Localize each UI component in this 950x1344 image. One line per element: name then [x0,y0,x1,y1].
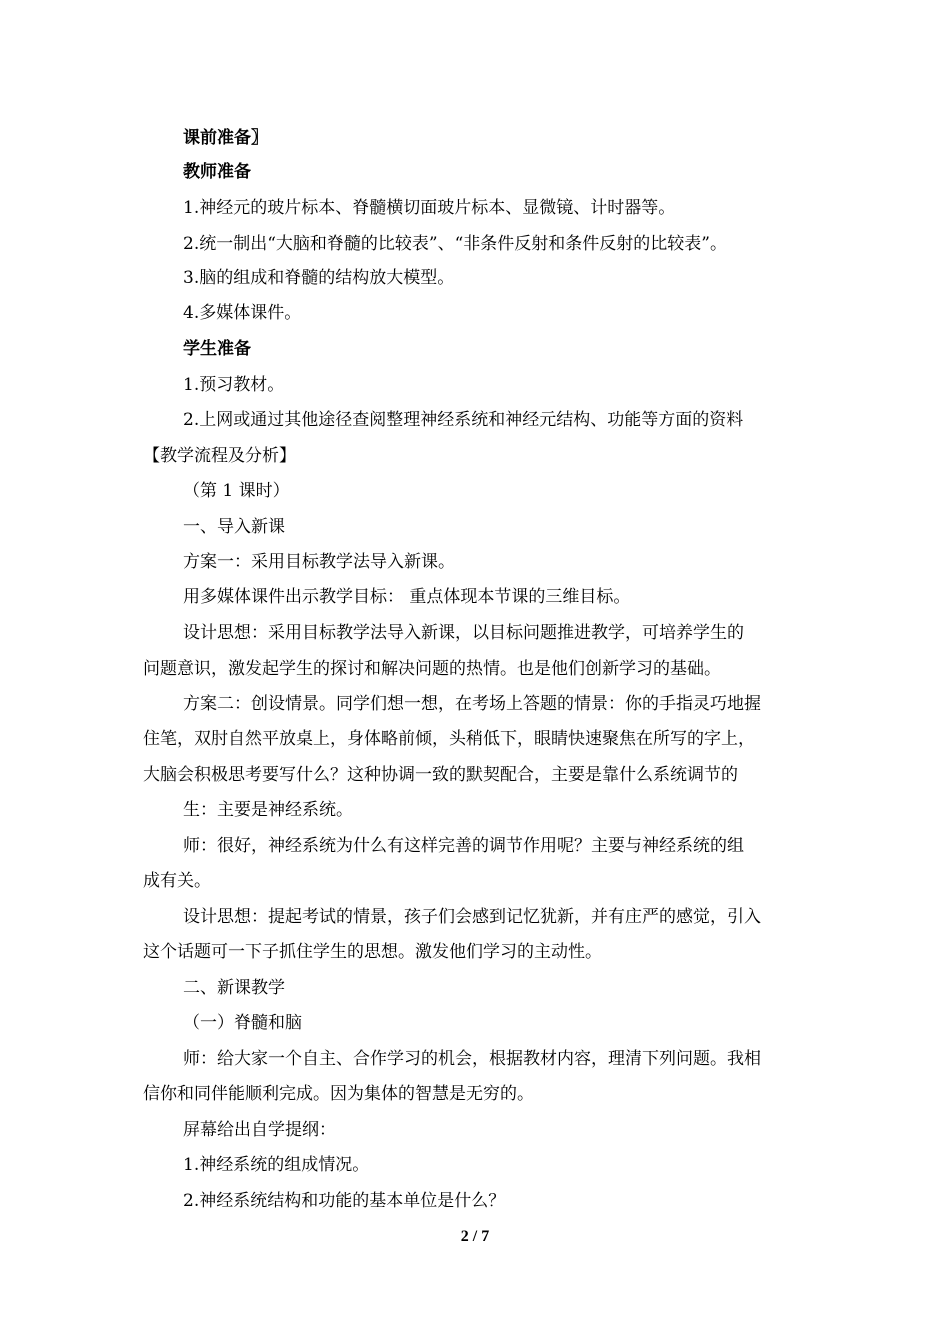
paragraph-line: 师：很好，神经系统为什么有这样完善的调节作用呢？主要与神经系统的组 [183,836,744,856]
paragraph-line: 成有关。 [143,871,211,891]
student-prep-item-1: 1.预习教材。 [183,375,285,395]
page-current: 2 [460,1228,469,1245]
subsection-spinal-cord-brain: （一）脊髓和脑 [183,1013,302,1033]
paragraph-line: 设计思想：提起考试的情景，孩子们会感到记忆犹新，并有庄严的感觉，引入 [183,907,761,927]
section-new-lesson: 二、新课教学 [183,978,285,998]
paragraph-line: 方案二：创设情景。同学们想一想，在考场上答题的情景：你的手指灵巧地握 [183,694,761,714]
paragraph-line: 这个话题可一下子抓住学生的思想。激发他们学习的主动性。 [143,942,602,962]
outline-item-2: 2.神经系统结构和功能的基本单位是什么？ [183,1191,506,1211]
paragraph-line: 师：给大家一个自主、合作学习的机会，根据教材内容，理清下列问题。我相 [183,1049,761,1069]
lesson-period: （第 1 课时） [183,481,290,501]
page-number [0,1228,950,1246]
paragraph-line: 屏幕给出自学提纲： [183,1120,336,1140]
paragraph-line: 用多媒体课件出示教学目标： 重点体现本节课的三维目标。 [183,587,631,607]
paragraph-line: 大脑会积极思考要写什么？这种协调一致的默契配合，主要是靠什么系统调节的 [143,765,738,785]
teacher-prep-item-4: 4.多媒体课件。 [183,303,302,323]
section-introduction: 一、导入新课 [183,517,285,537]
page-total: 7 [481,1228,490,1245]
teacher-prep-item-1: 1.神经元的玻片标本、脊髓横切面玻片标本、显微镜、计时器等。 [183,198,676,218]
heading-preparation: 课前准备〗 [183,128,268,148]
paragraph-line: 住笔，双肘自然平放桌上，身体略前倾，头稍低下，眼睛快速聚焦在所写的字上， [143,729,755,749]
paragraph-line: 设计思想：采用目标教学法导入新课，以目标问题推进教学，可培养学生的 [183,623,744,643]
paragraph-line: 问题意识，激发起学生的探讨和解决问题的热情。也是他们创新学习的基础。 [143,659,721,679]
teacher-prep-item-2: 2.统一制出“大脑和脊髓的比较表”、“非条件反射和条件反射的比较表”。 [183,234,727,254]
student-prep-item-2: 2.上网或通过其他途径查阅整理神经系统和神经元结构、功能等方面的资料 [183,410,744,430]
page-separator: / [468,1228,482,1245]
heading-teaching-flow: 【教学流程及分析】 [143,446,296,466]
heading-teacher-prep: 教师准备 [183,162,251,182]
teacher-prep-item-3: 3.脑的组成和脊髓的结构放大模型。 [183,268,455,288]
heading-student-prep: 学生准备 [183,339,251,359]
paragraph-line: 方案一：采用目标教学法导入新课。 [183,552,455,572]
paragraph-line: 生：主要是神经系统。 [183,800,353,820]
outline-item-1: 1.神经系统的组成情况。 [183,1155,370,1175]
paragraph-line: 信你和同伴能顺利完成。因为集体的智慧是无穷的。 [143,1084,534,1104]
